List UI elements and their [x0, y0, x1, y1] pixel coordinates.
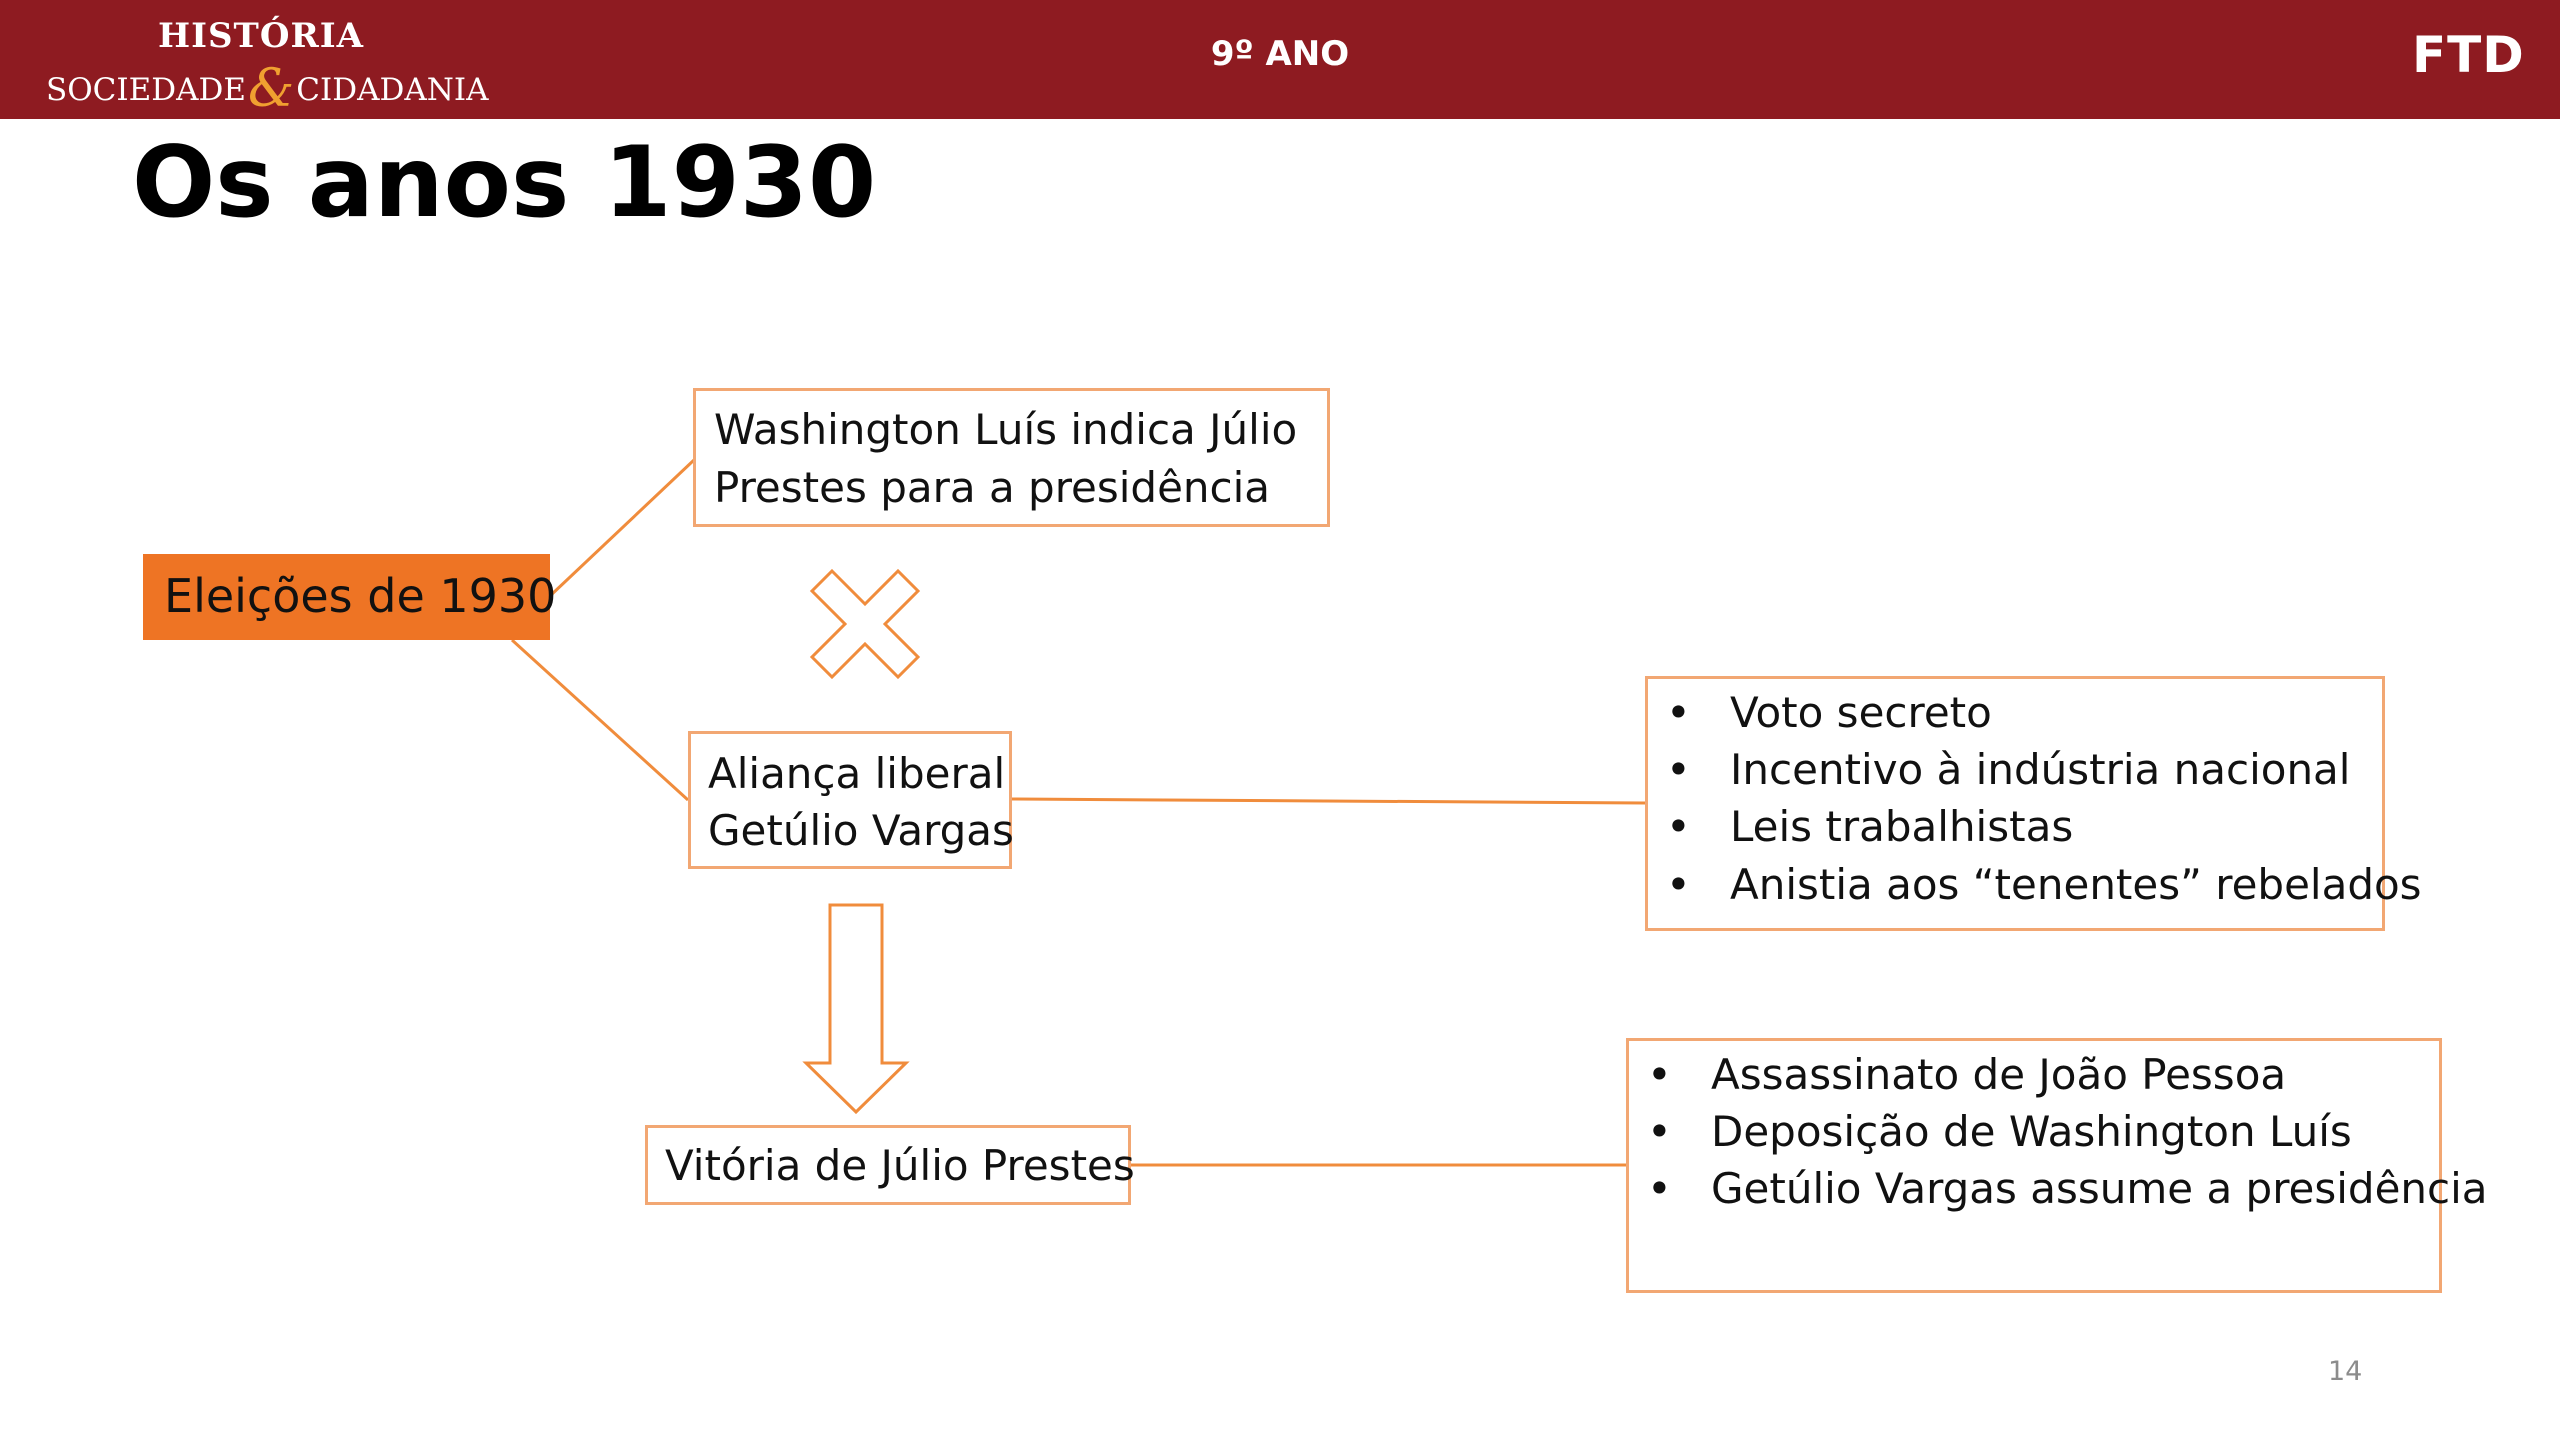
node-alianca-line1: Aliança liberal: [708, 749, 1006, 798]
consequence-text: Deposição de Washington Luís: [1711, 1107, 2352, 1156]
down-arrow-icon: [806, 905, 906, 1112]
main-node-eleicoes: [143, 554, 557, 640]
connector-main-to-bottom: [512, 640, 688, 800]
slide-title: Os anos 1930: [132, 126, 877, 240]
node-vitoria-label: Vitória de Júlio Prestes: [665, 1141, 1135, 1190]
bullet-dot: •: [1666, 688, 1691, 737]
x-cross-icon: [812, 571, 918, 677]
node-alianca-liberal: [688, 731, 1012, 869]
brand-sociedade: SOCIEDADE: [46, 72, 246, 108]
bullet-dot: •: [1666, 802, 1691, 851]
proposal-text: Leis trabalhistas: [1730, 802, 2074, 851]
brand-cidadania: CIDADANIA: [296, 72, 489, 108]
proposal-text: Voto secreto: [1730, 688, 1992, 737]
node-vitoria-julio-prestes: [645, 1125, 1135, 1205]
brand-line1: HISTÓRIA: [157, 16, 365, 56]
connector-alliance-to-proposals: [1011, 799, 1645, 803]
proposals-box: [1645, 676, 2422, 931]
bullet-dot: •: [1666, 745, 1691, 794]
proposal-text: Incentivo à indústria nacional: [1730, 745, 2351, 794]
publisher-logo: FTD: [2412, 26, 2525, 84]
grade-label: 9º ANO: [1210, 34, 1350, 74]
page-number: 14: [2328, 1356, 2363, 1387]
bullet-dot: •: [1666, 860, 1691, 909]
main-node-label: Eleições de 1930: [164, 569, 557, 623]
bullet-dot: •: [1647, 1107, 1672, 1156]
proposal-text: Anistia aos “tenentes” rebelados: [1730, 860, 2422, 909]
node-alianca-line2: Getúlio Vargas: [708, 806, 1014, 855]
node-washington-line2: Prestes para a presidência: [714, 463, 1271, 512]
bullet-dot: •: [1647, 1050, 1672, 1099]
consequences-box: [1626, 1038, 2488, 1293]
consequence-text: Getúlio Vargas assume a presidência: [1711, 1164, 2488, 1213]
consequence-text: Assassinato de João Pessoa: [1711, 1050, 2287, 1099]
node-washington-line1: Washington Luís indica Júlio: [714, 405, 1298, 454]
brand-ampersand: &: [247, 59, 295, 119]
connector-main-to-top: [551, 460, 694, 595]
bullet-dot: •: [1647, 1164, 1672, 1213]
node-washington-luis: [693, 388, 1330, 527]
